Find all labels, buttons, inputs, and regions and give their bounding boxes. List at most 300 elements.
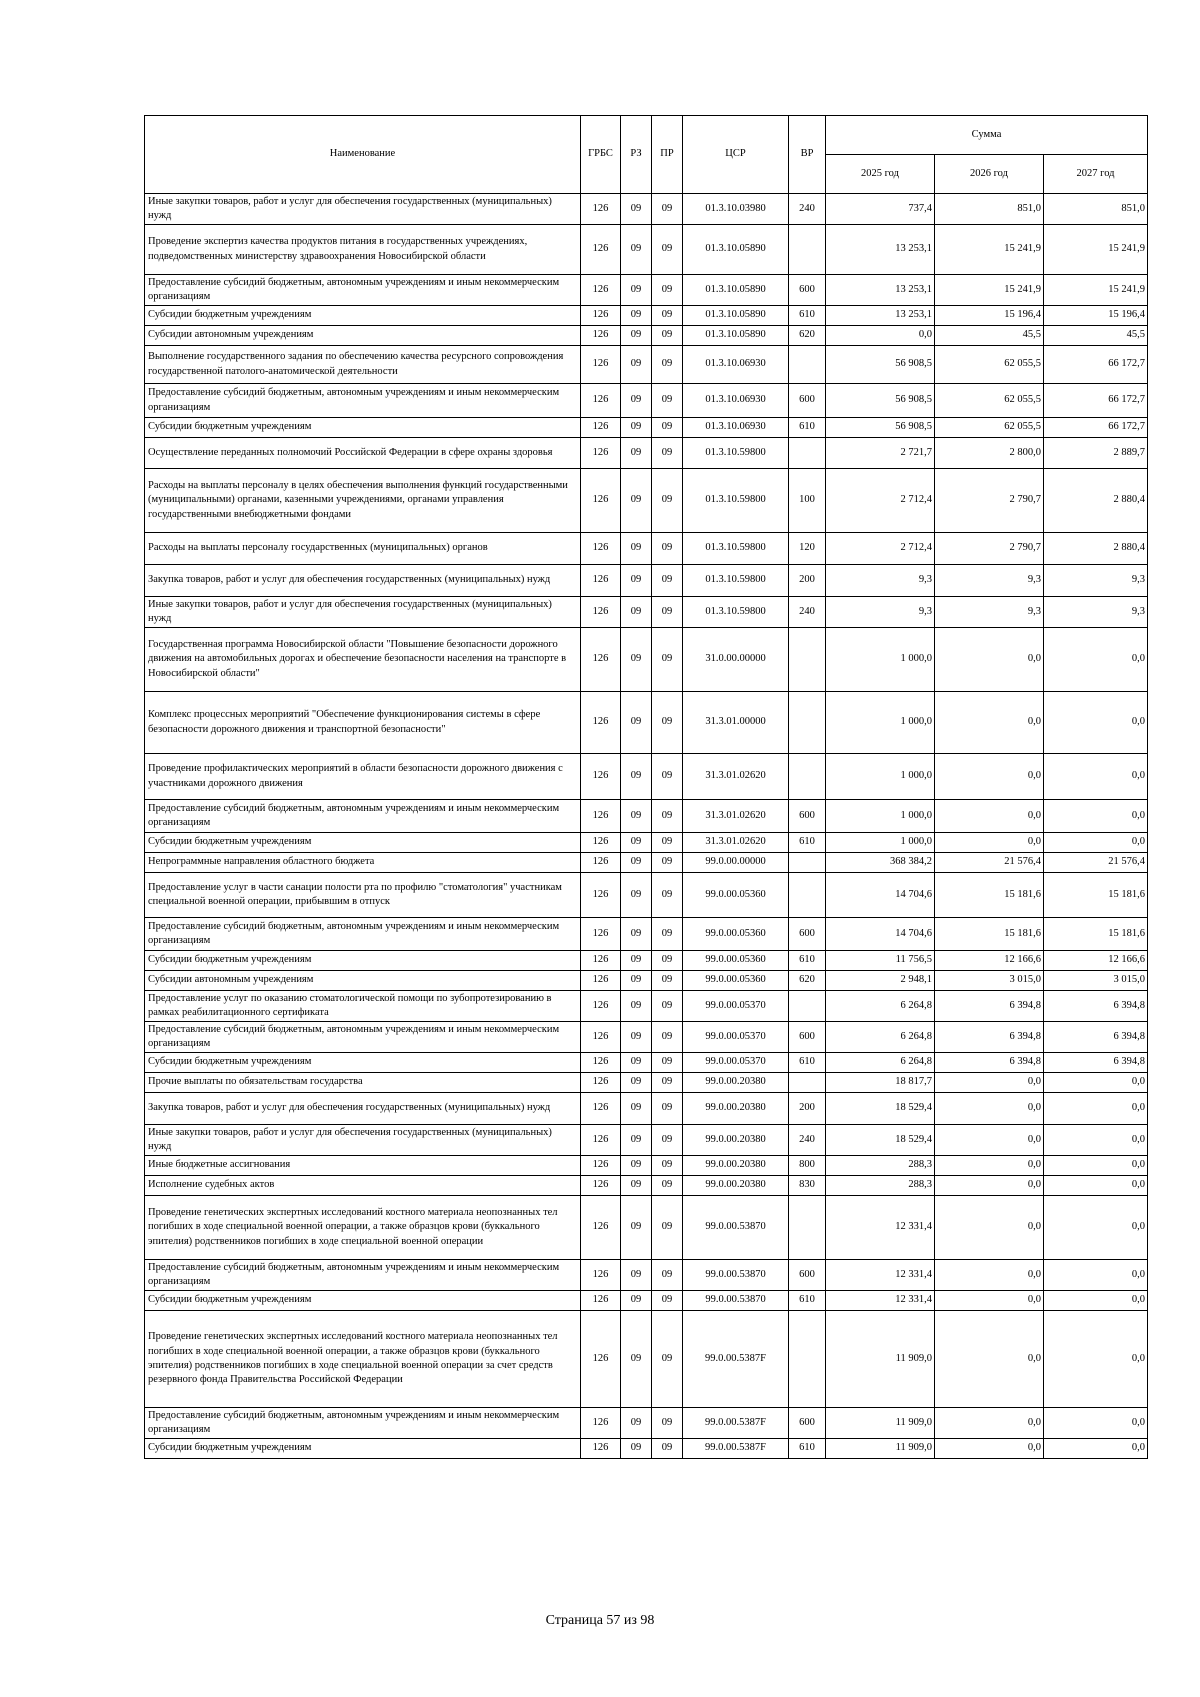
row-pr: 09: [652, 1408, 683, 1439]
row-sum-2026: 0,0: [935, 1176, 1044, 1196]
row-pr: 09: [652, 438, 683, 469]
row-grbs: 126: [581, 306, 621, 326]
table-row: [145, 418, 1148, 438]
row-sum-2025: 288,3: [826, 1176, 935, 1196]
row-vr: [789, 628, 826, 692]
row-sum-2026: 0,0: [935, 833, 1044, 853]
row-csr: 99.0.00.53870: [683, 1196, 789, 1260]
row-vr: 600: [789, 1260, 826, 1291]
row-rz: 09: [621, 1073, 652, 1093]
row-pr: 09: [652, 1291, 683, 1311]
row-vr: 610: [789, 1439, 826, 1459]
row-grbs: 126: [581, 628, 621, 692]
row-sum-2025: 13 253,1: [826, 275, 935, 306]
row-vr: 100: [789, 469, 826, 533]
row-sum-2026: 2 790,7: [935, 469, 1044, 533]
row-sum-2027: 3 015,0: [1044, 971, 1148, 991]
row-vr: [789, 991, 826, 1022]
row-name: Субсидии бюджетным учреждениям: [145, 951, 581, 971]
row-name: Предоставление субсидий бюджетным, автономным учреждениям и иным некоммерческим организациям: [145, 1022, 581, 1053]
row-sum-2027: 2 880,4: [1044, 469, 1148, 533]
row-rz: 09: [621, 853, 652, 873]
row-csr: 01.3.10.59800: [683, 565, 789, 597]
row-sum-2026: 9,3: [935, 565, 1044, 597]
row-grbs: 126: [581, 951, 621, 971]
row-sum-2025: 14 704,6: [826, 918, 935, 951]
row-rz: 09: [621, 384, 652, 418]
row-csr: 99.0.00.20380: [683, 1156, 789, 1176]
row-name: Расходы на выплаты персоналу государственных (муниципальных) органов: [145, 533, 581, 565]
row-grbs: 126: [581, 1439, 621, 1459]
row-csr: 99.0.00.5387F: [683, 1439, 789, 1459]
row-vr: 240: [789, 597, 826, 628]
row-sum-2027: 15 181,6: [1044, 918, 1148, 951]
row-name: Осуществление переданных полномочий Российской Федерации в сфере охраны здоровья: [145, 438, 581, 469]
row-name: Субсидии бюджетным учреждениям: [145, 1053, 581, 1073]
row-sum-2027: 45,5: [1044, 326, 1148, 346]
row-grbs: 126: [581, 800, 621, 833]
table-row: [145, 853, 1148, 873]
row-csr: 31.3.01.02620: [683, 833, 789, 853]
row-name: Субсидии бюджетным учреждениям: [145, 418, 581, 438]
row-sum-2026: 0,0: [935, 1291, 1044, 1311]
row-sum-2026: 6 394,8: [935, 1053, 1044, 1073]
row-sum-2026: 0,0: [935, 1125, 1044, 1156]
table-row: [145, 275, 1148, 306]
row-pr: 09: [652, 194, 683, 225]
row-csr: 99.0.00.05360: [683, 951, 789, 971]
row-csr: 01.3.10.59800: [683, 469, 789, 533]
row-sum-2025: 6 264,8: [826, 1022, 935, 1053]
row-sum-2026: 0,0: [935, 1156, 1044, 1176]
table-row: [145, 918, 1148, 951]
row-rz: 09: [621, 194, 652, 225]
row-grbs: 126: [581, 1291, 621, 1311]
row-grbs: 126: [581, 384, 621, 418]
row-pr: 09: [652, 1260, 683, 1291]
row-sum-2026: 15 241,9: [935, 275, 1044, 306]
row-pr: 09: [652, 225, 683, 275]
row-csr: 31.3.01.00000: [683, 692, 789, 754]
row-vr: [789, 853, 826, 873]
row-rz: 09: [621, 1260, 652, 1291]
row-vr: [789, 438, 826, 469]
row-name: Исполнение судебных актов: [145, 1176, 581, 1196]
row-csr: 99.0.00.5387F: [683, 1408, 789, 1439]
row-name: Предоставление субсидий бюджетным, автономным учреждениям и иным некоммерческим организациям: [145, 918, 581, 951]
row-name: Проведение генетических экспертных исследований костного материала неопознанных тел погибших в ходе специальной военной операции, а также образцов крови (буккального эпителия) родственников погибших в ходе специальной военной операции за счет средств резервного фонда Правительства Российской Федерации: [145, 1311, 581, 1408]
row-sum-2026: 3 015,0: [935, 971, 1044, 991]
table-row: [145, 1093, 1148, 1125]
row-vr: 600: [789, 1408, 826, 1439]
row-vr: [789, 692, 826, 754]
row-name: Иные бюджетные ассигнования: [145, 1156, 581, 1176]
row-vr: [789, 1073, 826, 1093]
row-sum-2027: 6 394,8: [1044, 991, 1148, 1022]
row-vr: [789, 873, 826, 918]
table-row: [145, 194, 1148, 225]
col-header-2025: 2025 год: [826, 155, 935, 194]
row-sum-2025: 11 909,0: [826, 1408, 935, 1439]
row-name: Предоставление субсидий бюджетным, автономным учреждениям и иным некоммерческим организациям: [145, 1408, 581, 1439]
row-csr: 99.0.00.05360: [683, 873, 789, 918]
row-vr: 620: [789, 326, 826, 346]
row-vr: 830: [789, 1176, 826, 1196]
row-rz: 09: [621, 438, 652, 469]
table-row: [145, 326, 1148, 346]
row-sum-2027: 0,0: [1044, 1176, 1148, 1196]
row-sum-2026: 12 166,6: [935, 951, 1044, 971]
row-grbs: 126: [581, 1093, 621, 1125]
row-grbs: 126: [581, 438, 621, 469]
row-pr: 09: [652, 692, 683, 754]
row-rz: 09: [621, 1125, 652, 1156]
row-sum-2026: 0,0: [935, 1260, 1044, 1291]
row-csr: 99.0.00.05370: [683, 1022, 789, 1053]
table-row: [145, 1022, 1148, 1053]
row-sum-2027: 9,3: [1044, 597, 1148, 628]
row-pr: 09: [652, 853, 683, 873]
row-name: Иные закупки товаров, работ и услуг для обеспечения государственных (муниципальных) нужд: [145, 597, 581, 628]
col-header-name: Наименование: [145, 116, 581, 194]
table-row: [145, 754, 1148, 800]
row-rz: 09: [621, 326, 652, 346]
row-rz: 09: [621, 1291, 652, 1311]
table-row: [145, 384, 1148, 418]
row-name: Субсидии бюджетным учреждениям: [145, 833, 581, 853]
row-name: Субсидии автономным учреждениям: [145, 971, 581, 991]
row-grbs: 126: [581, 275, 621, 306]
row-sum-2025: 13 253,1: [826, 225, 935, 275]
row-grbs: 126: [581, 873, 621, 918]
row-name: Предоставление субсидий бюджетным, автономным учреждениям и иным некоммерческим организациям: [145, 800, 581, 833]
row-sum-2026: 0,0: [935, 1439, 1044, 1459]
row-rz: 09: [621, 1156, 652, 1176]
row-csr: 99.0.00.00000: [683, 853, 789, 873]
row-grbs: 126: [581, 918, 621, 951]
row-csr: 99.0.00.20380: [683, 1073, 789, 1093]
row-pr: 09: [652, 418, 683, 438]
col-header-2026: 2026 год: [935, 155, 1044, 194]
row-csr: 01.3.10.05890: [683, 306, 789, 326]
row-rz: 09: [621, 800, 652, 833]
table-row: [145, 628, 1148, 692]
row-pr: 09: [652, 346, 683, 384]
row-vr: 800: [789, 1156, 826, 1176]
row-rz: 09: [621, 1408, 652, 1439]
row-sum-2026: 15 241,9: [935, 225, 1044, 275]
row-rz: 09: [621, 469, 652, 533]
row-vr: [789, 225, 826, 275]
row-rz: 09: [621, 533, 652, 565]
table-row: [145, 1053, 1148, 1073]
row-sum-2027: 0,0: [1044, 754, 1148, 800]
col-header-pr: ПР: [652, 116, 683, 194]
row-pr: 09: [652, 833, 683, 853]
row-sum-2025: 18 817,7: [826, 1073, 935, 1093]
row-sum-2027: 6 394,8: [1044, 1022, 1148, 1053]
row-sum-2026: 851,0: [935, 194, 1044, 225]
row-name: Прочие выплаты по обязательствам государства: [145, 1073, 581, 1093]
row-sum-2025: 6 264,8: [826, 1053, 935, 1073]
row-rz: 09: [621, 951, 652, 971]
table-row: [145, 971, 1148, 991]
row-sum-2025: 12 331,4: [826, 1260, 935, 1291]
table-row: [145, 1196, 1148, 1260]
row-rz: 09: [621, 1093, 652, 1125]
row-grbs: 126: [581, 1260, 621, 1291]
row-rz: 09: [621, 1311, 652, 1408]
row-grbs: 126: [581, 1125, 621, 1156]
row-pr: 09: [652, 991, 683, 1022]
row-pr: 09: [652, 800, 683, 833]
row-sum-2025: 56 908,5: [826, 418, 935, 438]
row-rz: 09: [621, 275, 652, 306]
row-rz: 09: [621, 225, 652, 275]
row-name: Предоставление субсидий бюджетным, автономным учреждениям и иным некоммерческим организациям: [145, 1260, 581, 1291]
row-grbs: 126: [581, 1073, 621, 1093]
table-row: [145, 1311, 1148, 1408]
row-sum-2026: 0,0: [935, 1408, 1044, 1439]
row-pr: 09: [652, 1073, 683, 1093]
row-sum-2026: 0,0: [935, 754, 1044, 800]
table-row: [145, 833, 1148, 853]
row-name: Иные закупки товаров, работ и услуг для обеспечения государственных (муниципальных) нужд: [145, 194, 581, 225]
row-csr: 01.3.10.59800: [683, 597, 789, 628]
row-rz: 09: [621, 918, 652, 951]
row-csr: 99.0.00.53870: [683, 1260, 789, 1291]
row-grbs: 126: [581, 971, 621, 991]
row-csr: 99.0.00.20380: [683, 1125, 789, 1156]
row-name: Предоставление субсидий бюджетным, автономным учреждениям и иным некоммерческим организациям: [145, 384, 581, 418]
row-sum-2026: 0,0: [935, 1311, 1044, 1408]
table-row: [145, 800, 1148, 833]
row-vr: 600: [789, 918, 826, 951]
table-row: [145, 1125, 1148, 1156]
row-sum-2026: 0,0: [935, 1093, 1044, 1125]
row-csr: 01.3.10.03980: [683, 194, 789, 225]
row-vr: 610: [789, 418, 826, 438]
row-name: Расходы на выплаты персоналу в целях обеспечения выполнения функций государственными (муниципальными) органами, казенными учреждениями, органами управления государственными внебюджетными фондами: [145, 469, 581, 533]
row-sum-2025: 14 704,6: [826, 873, 935, 918]
table-row: [145, 533, 1148, 565]
row-pr: 09: [652, 951, 683, 971]
row-grbs: 126: [581, 533, 621, 565]
row-sum-2026: 0,0: [935, 800, 1044, 833]
row-grbs: 126: [581, 853, 621, 873]
row-sum-2025: 737,4: [826, 194, 935, 225]
table-row: [145, 1260, 1148, 1291]
table-row: [145, 565, 1148, 597]
row-grbs: 126: [581, 692, 621, 754]
row-sum-2026: 0,0: [935, 1196, 1044, 1260]
row-sum-2026: 6 394,8: [935, 991, 1044, 1022]
row-sum-2027: 0,0: [1044, 800, 1148, 833]
row-sum-2027: 9,3: [1044, 565, 1148, 597]
row-sum-2025: 288,3: [826, 1156, 935, 1176]
row-sum-2025: 1 000,0: [826, 692, 935, 754]
row-name: Выполнение государственного задания по обеспечению качества ресурсного сопровождения государственной патолого-анатомической деятельности: [145, 346, 581, 384]
row-vr: 610: [789, 1053, 826, 1073]
row-sum-2026: 62 055,5: [935, 418, 1044, 438]
row-name: Предоставление услуг по оказанию стоматологической помощи по зубопротезированию в рамках реабилитационного сертификата: [145, 991, 581, 1022]
row-sum-2027: 15 196,4: [1044, 306, 1148, 326]
row-csr: 01.3.10.59800: [683, 438, 789, 469]
row-grbs: 126: [581, 565, 621, 597]
row-sum-2026: 9,3: [935, 597, 1044, 628]
row-pr: 09: [652, 275, 683, 306]
row-sum-2027: 0,0: [1044, 628, 1148, 692]
table-row: [145, 1176, 1148, 1196]
row-pr: 09: [652, 565, 683, 597]
row-sum-2027: 2 880,4: [1044, 533, 1148, 565]
table-row: [145, 225, 1148, 275]
row-sum-2027: 0,0: [1044, 692, 1148, 754]
table-header: [145, 116, 1148, 194]
row-sum-2026: 6 394,8: [935, 1022, 1044, 1053]
row-grbs: 126: [581, 1176, 621, 1196]
row-rz: 09: [621, 346, 652, 384]
row-csr: 99.0.00.05370: [683, 991, 789, 1022]
row-sum-2027: 0,0: [1044, 1125, 1148, 1156]
row-pr: 09: [652, 754, 683, 800]
row-rz: 09: [621, 628, 652, 692]
row-pr: 09: [652, 597, 683, 628]
row-sum-2027: 0,0: [1044, 1439, 1148, 1459]
row-sum-2025: 12 331,4: [826, 1196, 935, 1260]
row-csr: 99.0.00.20380: [683, 1176, 789, 1196]
row-sum-2027: 0,0: [1044, 1196, 1148, 1260]
row-vr: 610: [789, 306, 826, 326]
row-vr: [789, 1196, 826, 1260]
row-grbs: 126: [581, 991, 621, 1022]
row-vr: 240: [789, 1125, 826, 1156]
row-sum-2027: 21 576,4: [1044, 853, 1148, 873]
row-pr: 09: [652, 971, 683, 991]
row-pr: 09: [652, 1093, 683, 1125]
row-grbs: 126: [581, 1408, 621, 1439]
row-sum-2027: 851,0: [1044, 194, 1148, 225]
row-rz: 09: [621, 565, 652, 597]
row-pr: 09: [652, 1196, 683, 1260]
row-sum-2026: 21 576,4: [935, 853, 1044, 873]
row-sum-2025: 9,3: [826, 565, 935, 597]
page-number: Страница 57 из 98: [545, 1613, 655, 1628]
row-vr: 240: [789, 194, 826, 225]
row-grbs: 126: [581, 597, 621, 628]
row-csr: 99.0.00.5387F: [683, 1311, 789, 1408]
row-pr: 09: [652, 1156, 683, 1176]
row-grbs: 126: [581, 225, 621, 275]
row-csr: 31.3.01.02620: [683, 754, 789, 800]
row-name: Государственная программа Новосибирской области "Повышение безопасности дорожного движения на автомобильных дорогах и обеспечение безопасности населения на транспорте в Новосибирской области": [145, 628, 581, 692]
row-csr: 01.3.10.06930: [683, 384, 789, 418]
row-sum-2027: 0,0: [1044, 1408, 1148, 1439]
row-vr: 600: [789, 1022, 826, 1053]
row-vr: [789, 346, 826, 384]
row-sum-2025: 11 909,0: [826, 1439, 935, 1459]
row-rz: 09: [621, 306, 652, 326]
row-grbs: 126: [581, 833, 621, 853]
row-csr: 31.3.01.02620: [683, 800, 789, 833]
row-csr: 01.3.10.05890: [683, 225, 789, 275]
row-sum-2027: 15 181,6: [1044, 873, 1148, 918]
row-sum-2027: 0,0: [1044, 833, 1148, 853]
row-vr: 600: [789, 275, 826, 306]
row-grbs: 126: [581, 194, 621, 225]
row-sum-2025: 56 908,5: [826, 346, 935, 384]
row-sum-2025: 18 529,4: [826, 1093, 935, 1125]
row-sum-2027: 0,0: [1044, 1260, 1148, 1291]
row-rz: 09: [621, 971, 652, 991]
row-pr: 09: [652, 469, 683, 533]
row-sum-2027: 6 394,8: [1044, 1053, 1148, 1073]
row-name: Закупка товаров, работ и услуг для обеспечения государственных (муниципальных) нужд: [145, 1093, 581, 1125]
row-pr: 09: [652, 384, 683, 418]
row-pr: 09: [652, 306, 683, 326]
table-body: [145, 194, 1148, 1459]
row-vr: [789, 1311, 826, 1408]
row-grbs: 126: [581, 1022, 621, 1053]
row-csr: 01.3.10.06930: [683, 346, 789, 384]
row-sum-2026: 15 196,4: [935, 306, 1044, 326]
col-header-grbs: ГРБС: [581, 116, 621, 194]
row-sum-2027: 0,0: [1044, 1311, 1148, 1408]
row-rz: 09: [621, 1022, 652, 1053]
row-rz: 09: [621, 1053, 652, 1073]
row-name: Проведение генетических экспертных исследований костного материала неопознанных тел погибших в ходе специальной военной операции, а также образцов крови (буккального эпителия) родственников погибших в ходе специальной военной операции: [145, 1196, 581, 1260]
table-row: [145, 1408, 1148, 1439]
row-name: Субсидии бюджетным учреждениям: [145, 306, 581, 326]
row-rz: 09: [621, 1439, 652, 1459]
row-sum-2025: 2 721,7: [826, 438, 935, 469]
row-pr: 09: [652, 918, 683, 951]
row-vr: 610: [789, 951, 826, 971]
row-rz: 09: [621, 754, 652, 800]
row-sum-2025: 11 909,0: [826, 1311, 935, 1408]
row-sum-2027: 66 172,7: [1044, 384, 1148, 418]
row-grbs: 126: [581, 1311, 621, 1408]
row-rz: 09: [621, 597, 652, 628]
row-pr: 09: [652, 628, 683, 692]
row-sum-2027: 0,0: [1044, 1291, 1148, 1311]
row-csr: 99.0.00.05360: [683, 971, 789, 991]
row-name: Субсидии бюджетным учреждениям: [145, 1291, 581, 1311]
table-row: [145, 1439, 1148, 1459]
row-sum-2027: 66 172,7: [1044, 346, 1148, 384]
row-pr: 09: [652, 1053, 683, 1073]
row-csr: 99.0.00.05370: [683, 1053, 789, 1073]
row-grbs: 126: [581, 1156, 621, 1176]
table-row: [145, 346, 1148, 384]
row-vr: 600: [789, 800, 826, 833]
row-rz: 09: [621, 692, 652, 754]
col-header-rz: РЗ: [621, 116, 652, 194]
row-vr: 610: [789, 1291, 826, 1311]
row-sum-2026: 62 055,5: [935, 346, 1044, 384]
row-name: Непрограммные направления областного бюджета: [145, 853, 581, 873]
budget-table: [144, 115, 1148, 1459]
table-row: [145, 692, 1148, 754]
row-sum-2027: 15 241,9: [1044, 275, 1148, 306]
row-pr: 09: [652, 533, 683, 565]
row-sum-2025: 1 000,0: [826, 833, 935, 853]
row-sum-2027: 66 172,7: [1044, 418, 1148, 438]
row-sum-2026: 0,0: [935, 1073, 1044, 1093]
row-name: Проведение экспертиз качества продуктов питания в государственных учреждениях, подведомственных министерству здравоохранения Новосибирской области: [145, 225, 581, 275]
row-sum-2026: 62 055,5: [935, 384, 1044, 418]
row-grbs: 126: [581, 418, 621, 438]
